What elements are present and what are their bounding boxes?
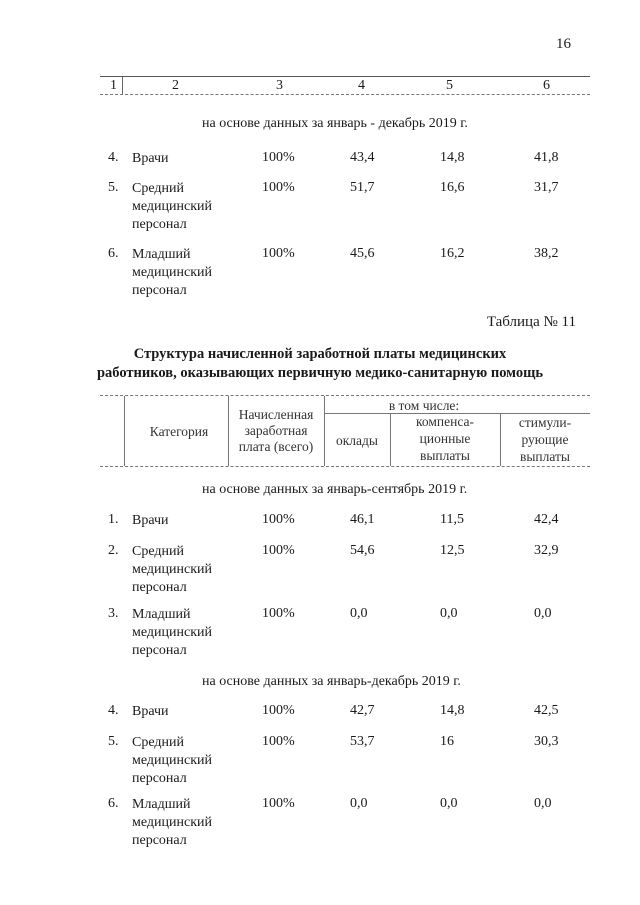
section-label: на основе данных за январь - декабрь 2019 г. (202, 116, 468, 131)
row-category: Врачи (132, 513, 169, 528)
row-total: 100% (262, 246, 295, 261)
header-col-6: 6 (543, 78, 550, 93)
row-comp: 16 (440, 734, 454, 749)
row-number: 1. (108, 512, 119, 527)
row-comp: 0,0 (440, 606, 458, 621)
header-category: Категория (149, 424, 209, 439)
header-stim-l2: рующие (521, 432, 569, 447)
table-header (100, 395, 590, 467)
row-number: 5. (108, 734, 119, 749)
row-salary: 0,0 (350, 796, 368, 811)
row-number: 6. (108, 246, 119, 261)
row-stim: 31,7 (534, 180, 559, 195)
header-stim-l3: выплаты (519, 449, 571, 464)
row-total: 100% (262, 734, 295, 749)
row-number: 2. (108, 543, 119, 558)
row-comp: 14,8 (440, 703, 465, 718)
row-comp: 12,5 (440, 543, 465, 558)
row-category: Врачи (132, 704, 169, 719)
header-total-l2: заработная (244, 423, 308, 438)
row-salary: 42,7 (350, 703, 375, 718)
row-total: 100% (262, 703, 295, 718)
header-comp-l2: ционные (419, 431, 471, 446)
row-salary: 46,1 (350, 512, 375, 527)
header-col-4: 4 (358, 78, 365, 93)
row-category: Младший медицинский персонал (132, 607, 212, 658)
row-number: 5. (108, 180, 119, 195)
row-salary: 43,4 (350, 150, 375, 165)
row-stim: 38,2 (534, 246, 559, 261)
row-comp: 14,8 (440, 150, 465, 165)
table-title-line2: работников, оказывающих первичную медико-санитарную помощь (96, 365, 544, 381)
row-salary: 54,6 (350, 543, 375, 558)
header-comp-l1: компенса- (416, 414, 474, 429)
row-number: 4. (108, 703, 119, 718)
table-title-line1: Структура начисленной заработной платы медицинских (133, 346, 507, 362)
header-col-5: 5 (446, 78, 453, 93)
row-category: Средний медицинский персонал (132, 544, 212, 595)
row-category: Младший медицинский персонал (132, 797, 212, 848)
row-total: 100% (262, 796, 295, 811)
row-stim: 0,0 (534, 796, 552, 811)
row-total: 100% (262, 150, 295, 165)
row-stim: 32,9 (534, 543, 559, 558)
row-category: Средний медицинский персонал (132, 735, 212, 786)
row-stim: 41,8 (534, 150, 559, 165)
row-number: 4. (108, 150, 119, 165)
header-total-l1: Начисленная (238, 407, 314, 422)
row-salary: 53,7 (350, 734, 375, 749)
row-salary: 51,7 (350, 180, 375, 195)
row-total: 100% (262, 606, 295, 621)
row-stim: 42,5 (534, 703, 559, 718)
row-number: 6. (108, 796, 119, 811)
row-comp: 16,6 (440, 180, 465, 195)
row-category: Врачи (132, 151, 169, 166)
row-number: 3. (108, 606, 119, 621)
row-comp: 0,0 (440, 796, 458, 811)
row-comp: 16,2 (440, 246, 465, 261)
page-number: 16 (556, 36, 571, 52)
header-stim-l1: стимули- (518, 415, 572, 430)
row-category: Младший медицинский персонал (132, 247, 212, 298)
header-salary: оклады (336, 433, 378, 448)
table-caption: Таблица № 11 (486, 314, 576, 330)
section-label: на основе данных за январь-сентябрь 2019 г. (202, 482, 468, 497)
row-comp: 11,5 (440, 512, 464, 527)
row-total: 100% (262, 512, 295, 527)
row-stim: 30,3 (534, 734, 559, 749)
row-stim: 42,4 (534, 512, 559, 527)
row-category: Средний медицинский персонал (132, 181, 212, 232)
header-col-1: 1 (110, 78, 117, 93)
row-salary: 0,0 (350, 606, 368, 621)
header-col-2: 2 (172, 78, 179, 93)
row-stim: 0,0 (534, 606, 552, 621)
section-label: на основе данных за январь-декабрь 2019 г. (202, 674, 461, 689)
header-including: в том числе: (388, 398, 460, 413)
header-col-3: 3 (276, 78, 283, 93)
header-comp-l3: выплаты (419, 448, 471, 463)
row-total: 100% (262, 543, 295, 558)
row-salary: 45,6 (350, 246, 375, 261)
header-total-l3: плата (всего) (238, 439, 314, 454)
continued-header-row (100, 76, 590, 95)
row-total: 100% (262, 180, 295, 195)
